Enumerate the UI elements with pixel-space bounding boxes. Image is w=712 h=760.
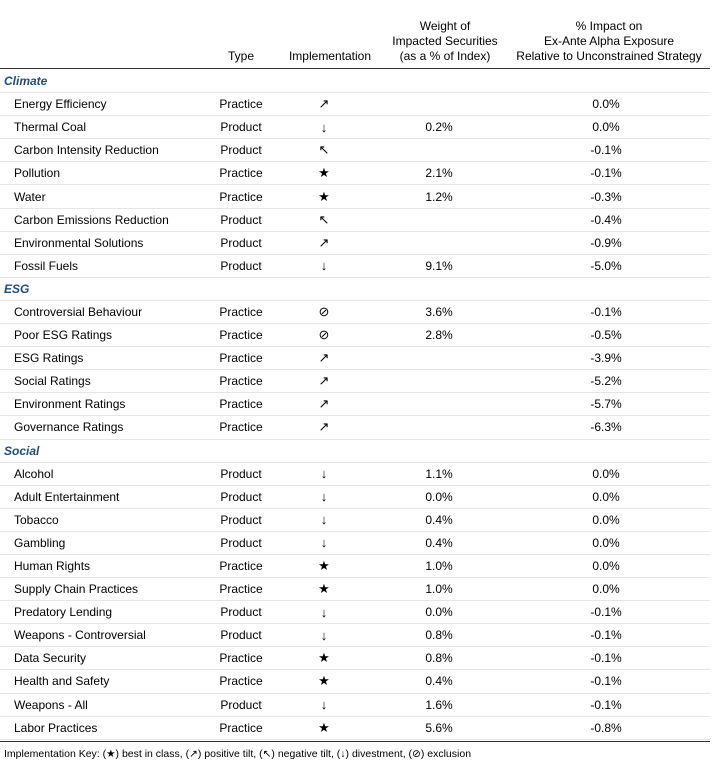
row-impact: -0.1% bbox=[502, 624, 710, 647]
row-impact: -0.1% bbox=[502, 693, 710, 716]
table-row bbox=[0, 231, 710, 254]
row-impact: -0.3% bbox=[502, 185, 710, 208]
row-weight: 1.6% bbox=[376, 693, 502, 716]
table-row bbox=[0, 300, 710, 323]
row-weight bbox=[376, 416, 502, 439]
row-type: Product bbox=[210, 116, 272, 139]
row-name: Carbon Intensity Reduction bbox=[0, 139, 210, 162]
row-impact: 0.0% bbox=[502, 93, 710, 116]
table-row bbox=[0, 139, 710, 162]
row-name: Weapons - All bbox=[0, 693, 210, 716]
row-impact: -0.1% bbox=[502, 162, 710, 185]
implementation-icon: ★ bbox=[272, 578, 376, 601]
section-title: Social bbox=[0, 439, 710, 462]
row-weight: 0.4% bbox=[376, 508, 502, 531]
row-name: Water bbox=[0, 185, 210, 208]
row-type: Practice bbox=[210, 393, 272, 416]
row-impact: 0.0% bbox=[502, 554, 710, 577]
row-weight: 0.8% bbox=[376, 624, 502, 647]
section-title: Climate bbox=[0, 70, 710, 93]
row-type: Practice bbox=[210, 716, 272, 739]
row-type: Product bbox=[210, 462, 272, 485]
row-type: Product bbox=[210, 693, 272, 716]
row-impact: -0.4% bbox=[502, 208, 710, 231]
row-weight bbox=[376, 139, 502, 162]
row-impact: -0.1% bbox=[502, 601, 710, 624]
row-weight: 1.2% bbox=[376, 185, 502, 208]
row-weight: 0.0% bbox=[376, 485, 502, 508]
implementation-icon: ⊘ bbox=[272, 324, 376, 347]
implementation-icon: ↓ bbox=[272, 531, 376, 554]
row-name: Supply Chain Practices bbox=[0, 578, 210, 601]
bottom-rule bbox=[0, 741, 710, 742]
row-type: Product bbox=[210, 601, 272, 624]
header-type: Type bbox=[227, 49, 254, 63]
table-row bbox=[0, 554, 710, 577]
section-header-social bbox=[0, 439, 710, 462]
row-type: Practice bbox=[210, 93, 272, 116]
table-row bbox=[0, 208, 710, 231]
implementation-icon: ↗ bbox=[272, 347, 376, 370]
row-name: Social Ratings bbox=[0, 370, 210, 393]
table-row bbox=[0, 393, 710, 416]
row-type: Product bbox=[210, 531, 272, 554]
row-impact: -0.1% bbox=[502, 139, 710, 162]
table-row bbox=[0, 93, 710, 116]
header-rule bbox=[0, 68, 710, 69]
row-impact: -5.7% bbox=[502, 393, 710, 416]
row-weight: 5.6% bbox=[376, 716, 502, 739]
row-type: Product bbox=[210, 485, 272, 508]
row-weight: 2.1% bbox=[376, 162, 502, 185]
row-name: Alcohol bbox=[0, 462, 210, 485]
row-weight bbox=[376, 393, 502, 416]
row-weight: 0.0% bbox=[376, 601, 502, 624]
row-type: Product bbox=[210, 624, 272, 647]
row-weight bbox=[376, 93, 502, 116]
row-impact: 0.0% bbox=[502, 116, 710, 139]
row-name: Human Rights bbox=[0, 554, 210, 577]
table-row bbox=[0, 462, 710, 485]
row-name: Labor Practices bbox=[0, 716, 210, 739]
table-row bbox=[0, 601, 710, 624]
table-row bbox=[0, 670, 710, 693]
row-name: Weapons - Controversial bbox=[0, 624, 210, 647]
row-impact: -0.8% bbox=[502, 716, 710, 739]
implementation-key: Implementation Key: (★) best in class, (↗) positive tilt, (↖) negative tilt, (↓) divestment, (⊘) exclusion bbox=[4, 748, 472, 760]
table-row bbox=[0, 416, 710, 439]
row-type: Product bbox=[210, 508, 272, 531]
row-name: Environment Ratings bbox=[0, 393, 210, 416]
table-row bbox=[0, 693, 710, 716]
implementation-icon: ↓ bbox=[272, 116, 376, 139]
row-impact: -5.2% bbox=[502, 370, 710, 393]
row-type: Practice bbox=[210, 416, 272, 439]
row-name: Thermal Coal bbox=[0, 116, 210, 139]
implementation-icon: ★ bbox=[272, 716, 376, 739]
section-header-esg bbox=[0, 277, 710, 300]
row-weight: 1.0% bbox=[376, 554, 502, 577]
row-type: Practice bbox=[210, 647, 272, 670]
table-row bbox=[0, 508, 710, 531]
row-weight: 1.1% bbox=[376, 462, 502, 485]
row-type: Practice bbox=[210, 370, 272, 393]
table-row bbox=[0, 624, 710, 647]
implementation-icon: ★ bbox=[272, 185, 376, 208]
table-row bbox=[0, 531, 710, 554]
row-name: Fossil Fuels bbox=[0, 254, 210, 277]
implementation-icon: ↗ bbox=[272, 93, 376, 116]
table-row bbox=[0, 162, 710, 185]
impact-table bbox=[0, 70, 710, 740]
implementation-icon: ↗ bbox=[272, 416, 376, 439]
implementation-icon: ↓ bbox=[272, 254, 376, 277]
implementation-icon: ↓ bbox=[272, 485, 376, 508]
row-impact: 0.0% bbox=[502, 485, 710, 508]
row-weight bbox=[376, 347, 502, 370]
implementation-icon: ↗ bbox=[272, 393, 376, 416]
row-weight: 9.1% bbox=[376, 254, 502, 277]
row-name: Data Security bbox=[0, 647, 210, 670]
row-name: Controversial Behaviour bbox=[0, 300, 210, 323]
row-impact: 0.0% bbox=[502, 578, 710, 601]
row-weight: 3.6% bbox=[376, 300, 502, 323]
row-weight: 0.2% bbox=[376, 116, 502, 139]
row-name: Carbon Emissions Reduction bbox=[0, 208, 210, 231]
row-type: Practice bbox=[210, 300, 272, 323]
row-impact: -0.1% bbox=[502, 670, 710, 693]
implementation-icon: ⊘ bbox=[272, 300, 376, 323]
row-impact: -5.0% bbox=[502, 254, 710, 277]
row-type: Product bbox=[210, 139, 272, 162]
row-name: Energy Efficiency bbox=[0, 93, 210, 116]
row-weight bbox=[376, 231, 502, 254]
row-impact: -0.1% bbox=[502, 647, 710, 670]
row-weight: 1.0% bbox=[376, 578, 502, 601]
implementation-icon: ★ bbox=[272, 554, 376, 577]
implementation-icon: ↗ bbox=[272, 370, 376, 393]
row-name: Health and Safety bbox=[0, 670, 210, 693]
implementation-icon: ★ bbox=[272, 670, 376, 693]
header-weight: Weight of Impacted Securities (as a % of Index) bbox=[392, 19, 498, 63]
row-weight: 0.8% bbox=[376, 647, 502, 670]
row-type: Practice bbox=[210, 324, 272, 347]
row-name: Gambling bbox=[0, 531, 210, 554]
implementation-icon: ↓ bbox=[272, 601, 376, 624]
row-impact: 0.0% bbox=[502, 462, 710, 485]
row-name: ESG Ratings bbox=[0, 347, 210, 370]
row-type: Practice bbox=[210, 347, 272, 370]
row-type: Practice bbox=[210, 554, 272, 577]
implementation-icon: ↓ bbox=[272, 624, 376, 647]
row-impact: 0.0% bbox=[502, 508, 710, 531]
table-row bbox=[0, 647, 710, 670]
section-header-climate bbox=[0, 70, 710, 93]
row-name: Tobacco bbox=[0, 508, 210, 531]
row-type: Practice bbox=[210, 162, 272, 185]
header-impact: % Impact on Ex-Ante Alpha Exposure Relative to Unconstrained Strategy bbox=[516, 19, 702, 63]
row-name: Environmental Solutions bbox=[0, 231, 210, 254]
row-type: Practice bbox=[210, 670, 272, 693]
implementation-icon: ★ bbox=[272, 647, 376, 670]
row-weight bbox=[376, 208, 502, 231]
table-row bbox=[0, 324, 710, 347]
row-weight bbox=[376, 370, 502, 393]
header-implementation: Implementation bbox=[288, 49, 372, 63]
section-title: ESG bbox=[0, 277, 710, 300]
table-row bbox=[0, 254, 710, 277]
row-type: Practice bbox=[210, 185, 272, 208]
row-weight: 0.4% bbox=[376, 531, 502, 554]
row-name: Predatory Lending bbox=[0, 601, 210, 624]
table-header bbox=[0, 0, 712, 68]
row-type: Product bbox=[210, 208, 272, 231]
row-impact: 0.0% bbox=[502, 531, 710, 554]
row-type: Product bbox=[210, 254, 272, 277]
implementation-icon: ↖ bbox=[272, 139, 376, 162]
row-name: Adult Entertainment bbox=[0, 485, 210, 508]
row-weight: 2.8% bbox=[376, 324, 502, 347]
row-name: Poor ESG Ratings bbox=[0, 324, 210, 347]
row-impact: -0.9% bbox=[502, 231, 710, 254]
table-row bbox=[0, 370, 710, 393]
table-body bbox=[0, 70, 710, 739]
row-name: Governance Ratings bbox=[0, 416, 210, 439]
table-row bbox=[0, 185, 710, 208]
table-row bbox=[0, 347, 710, 370]
row-weight: 0.4% bbox=[376, 670, 502, 693]
table-row bbox=[0, 578, 710, 601]
table-row bbox=[0, 116, 710, 139]
implementation-icon: ↖ bbox=[272, 208, 376, 231]
implementation-icon: ↓ bbox=[272, 693, 376, 716]
table-row bbox=[0, 716, 710, 739]
row-impact: -6.3% bbox=[502, 416, 710, 439]
implementation-icon: ↗ bbox=[272, 231, 376, 254]
row-type: Practice bbox=[210, 578, 272, 601]
row-name: Pollution bbox=[0, 162, 210, 185]
row-impact: -0.5% bbox=[502, 324, 710, 347]
implementation-icon: ↓ bbox=[272, 508, 376, 531]
table-row bbox=[0, 485, 710, 508]
row-impact: -3.9% bbox=[502, 347, 710, 370]
implementation-icon: ★ bbox=[272, 162, 376, 185]
row-type: Product bbox=[210, 231, 272, 254]
implementation-icon: ↓ bbox=[272, 462, 376, 485]
row-impact: -0.1% bbox=[502, 300, 710, 323]
